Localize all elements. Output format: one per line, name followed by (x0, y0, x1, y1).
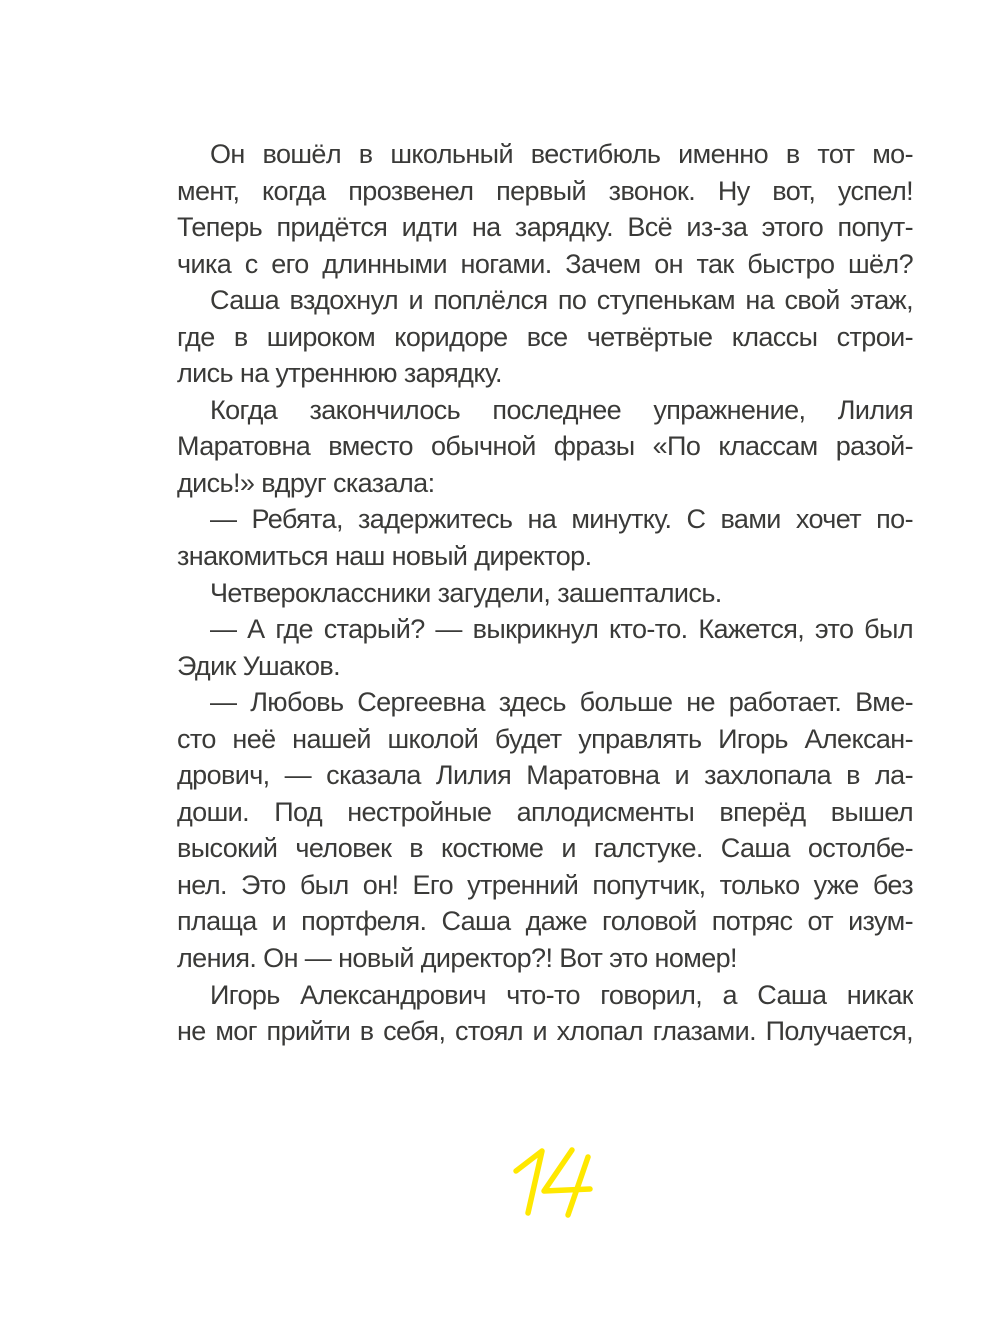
text-line: Он вошёл в школьный вестибюль именно в тот мо- (210, 139, 913, 169)
text-line: Четвероклассники загудели, зашептались. (210, 577, 722, 608)
text-line: нел. Это был он! Его утренний попутчик, только уже без (177, 869, 913, 900)
text-line: Саша вздохнул и поплёлся по ступенькам на свой этаж, (210, 285, 913, 316)
body-text (177, 136, 913, 1050)
text-line: мент, когда прозвенел первый звонок. Ну вот, успел! (177, 175, 913, 206)
text-line: дрович, — сказала Лилия Маратовна и захлопала в ла- (177, 760, 913, 791)
text-line: — Ребята, задержитесь на минутку. С вами хочет по- (210, 504, 913, 535)
text-line: Когда закончилось последнее упражнение, Лилия (210, 394, 913, 425)
page-number-text (602, 1145, 603, 1146)
text-line: знакомиться наш новый директор. (177, 541, 592, 572)
text-line: Игорь Александрович что-то говорил, а Саша никак (210, 979, 913, 1010)
text-line: Теперь придётся идти на зарядку. Всё из-за этого попут- (177, 212, 913, 243)
text-line: ления. Он — новый директор?! Вот это номер! (177, 943, 737, 974)
text-line: Маратовна вместо обычной фразы «По классам разой- (177, 431, 913, 462)
text-line: — Любовь Сергеевна здесь больше не работает. Вме- (210, 687, 913, 718)
text-line: Эдик Ушаков. (177, 650, 341, 681)
text-line: плаща и портфеля. Саша даже головой потряс от изум- (177, 906, 913, 937)
text-line: — А где старый? — выкрикнул кто-то. Кажется, это был (210, 614, 913, 645)
text-line: чика с его длинными ногами. Зачем он так быстро шёл? (177, 248, 913, 279)
page-number (512, 1145, 602, 1220)
text-line: сто неё нашей школой будет управлять Игорь Алексан- (177, 723, 913, 754)
text-line: где в широком коридоре все четвёртые классы строи- (177, 321, 913, 352)
text-line: высокий человек в костюме и галстуке. Саша остолбе- (177, 833, 913, 864)
text-line: лись на утреннюю зарядку. (177, 358, 502, 389)
text-line: не мог прийти в себя, стоял и хлопал глазами. Получается, (177, 1016, 913, 1047)
text-line: доши. Под нестройные аплодисменты вперёд вышел (177, 796, 913, 827)
page-number-glyph (512, 1145, 602, 1220)
text-line: дись!» вдруг сказала: (177, 467, 435, 498)
